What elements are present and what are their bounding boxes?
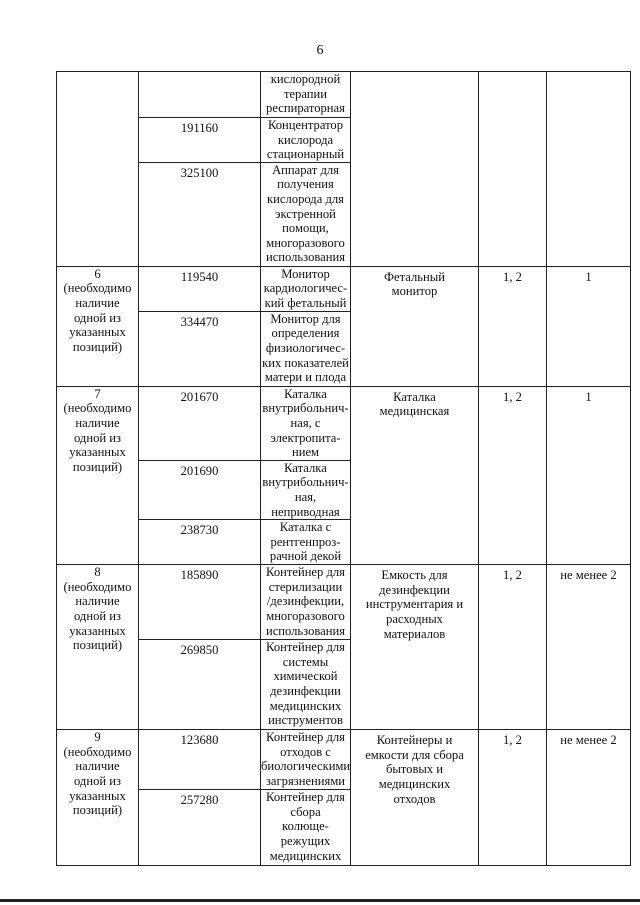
code-cell: 238730 — [139, 520, 261, 565]
requirement-cell — [479, 72, 547, 267]
device-name-cell: кислородной терапии респираторная — [261, 72, 351, 118]
item-number-cell: 6 (необходимо наличие одной из указанных позиций) — [57, 266, 139, 386]
table-row — [57, 565, 631, 640]
requirement-cell: 1, 2 — [479, 565, 547, 730]
table-row — [57, 386, 631, 460]
requirement-cell: 1, 2 — [479, 266, 547, 386]
code-cell: 185890 — [139, 565, 261, 640]
device-name-cell: Контейнер для системы химической дезинфекции медицинских инструментов — [261, 640, 351, 730]
code-cell: 123680 — [139, 730, 261, 790]
code-cell: 325100 — [139, 162, 261, 266]
equipment-name-cell: Емкость для дезинфекции инструментария и расходных материалов — [351, 565, 479, 730]
table-row — [57, 266, 631, 311]
requirement-cell: 1, 2 — [479, 730, 547, 866]
device-name-cell: Каталка с рентгенпроз- рачной декой — [261, 520, 351, 565]
equipment-name-cell: Фетальный монитор — [351, 266, 479, 386]
code-cell: 269850 — [139, 640, 261, 730]
code-cell: 334470 — [139, 311, 261, 386]
page-bottom-edge — [0, 899, 640, 902]
equipment-name-cell: Контейнеры и емкости для сбора бытовых и медицинских отходов — [351, 730, 479, 866]
equipment-table — [56, 71, 631, 866]
code-cell: 119540 — [139, 266, 261, 311]
requirement-cell: 1, 2 — [479, 386, 547, 564]
device-name-cell: Каталка внутрибольнич- ная, неприводная — [262, 460, 349, 519]
table-row — [57, 730, 631, 790]
code-cell: 257280 — [139, 790, 261, 866]
device-name-cell: Аппарат для получения кислорода для экстренной помощи, многоразового использования — [261, 162, 351, 266]
device-name-cell: Контейнер для стерилизации /дезинфекции, многоразового использования — [261, 565, 351, 640]
quantity-cell: 1 — [547, 266, 631, 386]
item-number-cell: 8 (необходимо наличие одной из указанных позиций) — [57, 565, 139, 730]
quantity-cell: не менее 2 — [547, 565, 631, 730]
device-name-cell: Контейнер для сбора колюще- режущих медицинских — [261, 790, 351, 866]
quantity-cell: 1 — [547, 386, 631, 564]
item-number-cell: 9 (необходимо наличие одной из указанных позиций) — [57, 730, 139, 866]
code-cell: 191160 — [139, 118, 261, 163]
device-name-cell: Концентратор кислорода стационарный — [261, 118, 351, 163]
code-cell: 201670 — [139, 386, 261, 460]
device-name-cell: Каталка внутрибольнич- ная, с электропита- нием — [262, 386, 349, 460]
page-number: 6 — [316, 43, 324, 58]
quantity-cell — [547, 72, 631, 267]
device-name-cell: Монитор для определения физиологичес- ких показателей матери и плода — [261, 311, 351, 386]
equipment-name-cell — [351, 72, 479, 267]
quantity-cell: не менее 2 — [547, 730, 631, 866]
item-number-cell — [57, 72, 139, 267]
equipment-name-cell: Каталка медицинская — [351, 386, 479, 564]
device-name-cell: Монитор кардиологичес- кий фетальный — [261, 266, 351, 311]
code-cell — [139, 72, 261, 118]
device-name-cell: Контейнер для отходов с биологическими загрязнениями — [261, 730, 351, 788]
table-row — [57, 72, 631, 118]
item-number-cell: 7 (необходимо наличие одной из указанных позиций) — [57, 386, 139, 564]
code-cell: 201690 — [139, 460, 261, 519]
